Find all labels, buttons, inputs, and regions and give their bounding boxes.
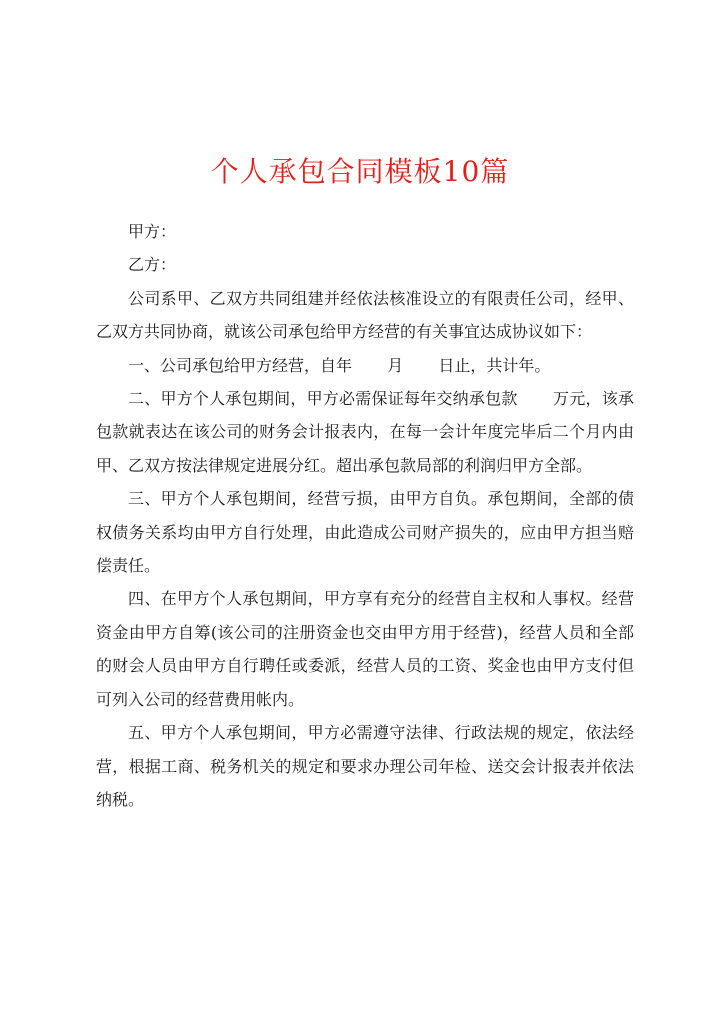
clause-2-part-a: 二、甲方个人承包期间，甲方必需保证每年交纳承包款 bbox=[128, 389, 518, 409]
party-b-line: 乙方： bbox=[128, 255, 177, 275]
intro-paragraph: 公司系甲、乙双方共同组建并经依法核准设立的有限责任公司，经甲、乙双方共同协商，就该公司承包给甲方经营的有关事宜达成协议如下： bbox=[96, 288, 634, 342]
clause-2 bbox=[96, 382, 634, 482]
document-title: 个人承包合同模板10篇 bbox=[210, 155, 510, 188]
clause-3: 三、甲方个人承包期间，经营亏损，由甲方自负。承包期间，全部的债权债务关系均由甲方自行处理，由此造成公司财产损失的，应由甲方担当赔偿责任。 bbox=[96, 489, 634, 576]
clause-1-part-b: 月 bbox=[387, 355, 404, 375]
clause-1-part-a: 一、公司承包给甲方经营，自年 bbox=[128, 355, 353, 375]
clause-1-part-c: 日止，共计年。 bbox=[438, 355, 551, 375]
clause-4: 四、在甲方个人承包期间，甲方享有充分的经营自主权和人事权。经营资金由甲方自筹(该公司的注册资金也交由甲方用于经营)，经营人员和全部的财会人员由甲方自行聘任或委派，经营人员的工资、奖金也由甲方支付但可列入公司的经营费用帐内。 bbox=[96, 589, 634, 709]
party-a-line: 甲方： bbox=[128, 222, 177, 241]
clause-2-part-b: 万元，该承包款就表达在该公司的财务会计报表内，在每一会计年度完毕后二个月内由甲、乙双方按法律规定进展分红。超出承包款局部的利润归甲方全部。 bbox=[96, 389, 634, 475]
clause-1 bbox=[96, 349, 634, 382]
clause-5: 五、甲方个人承包期间，甲方必需遵守法律、行政法规的规定，依法经营，根据工商、税务机关的规定和要求办理公司年检、送交会计报表并依法纳税。 bbox=[96, 723, 634, 809]
document-body bbox=[96, 215, 634, 816]
